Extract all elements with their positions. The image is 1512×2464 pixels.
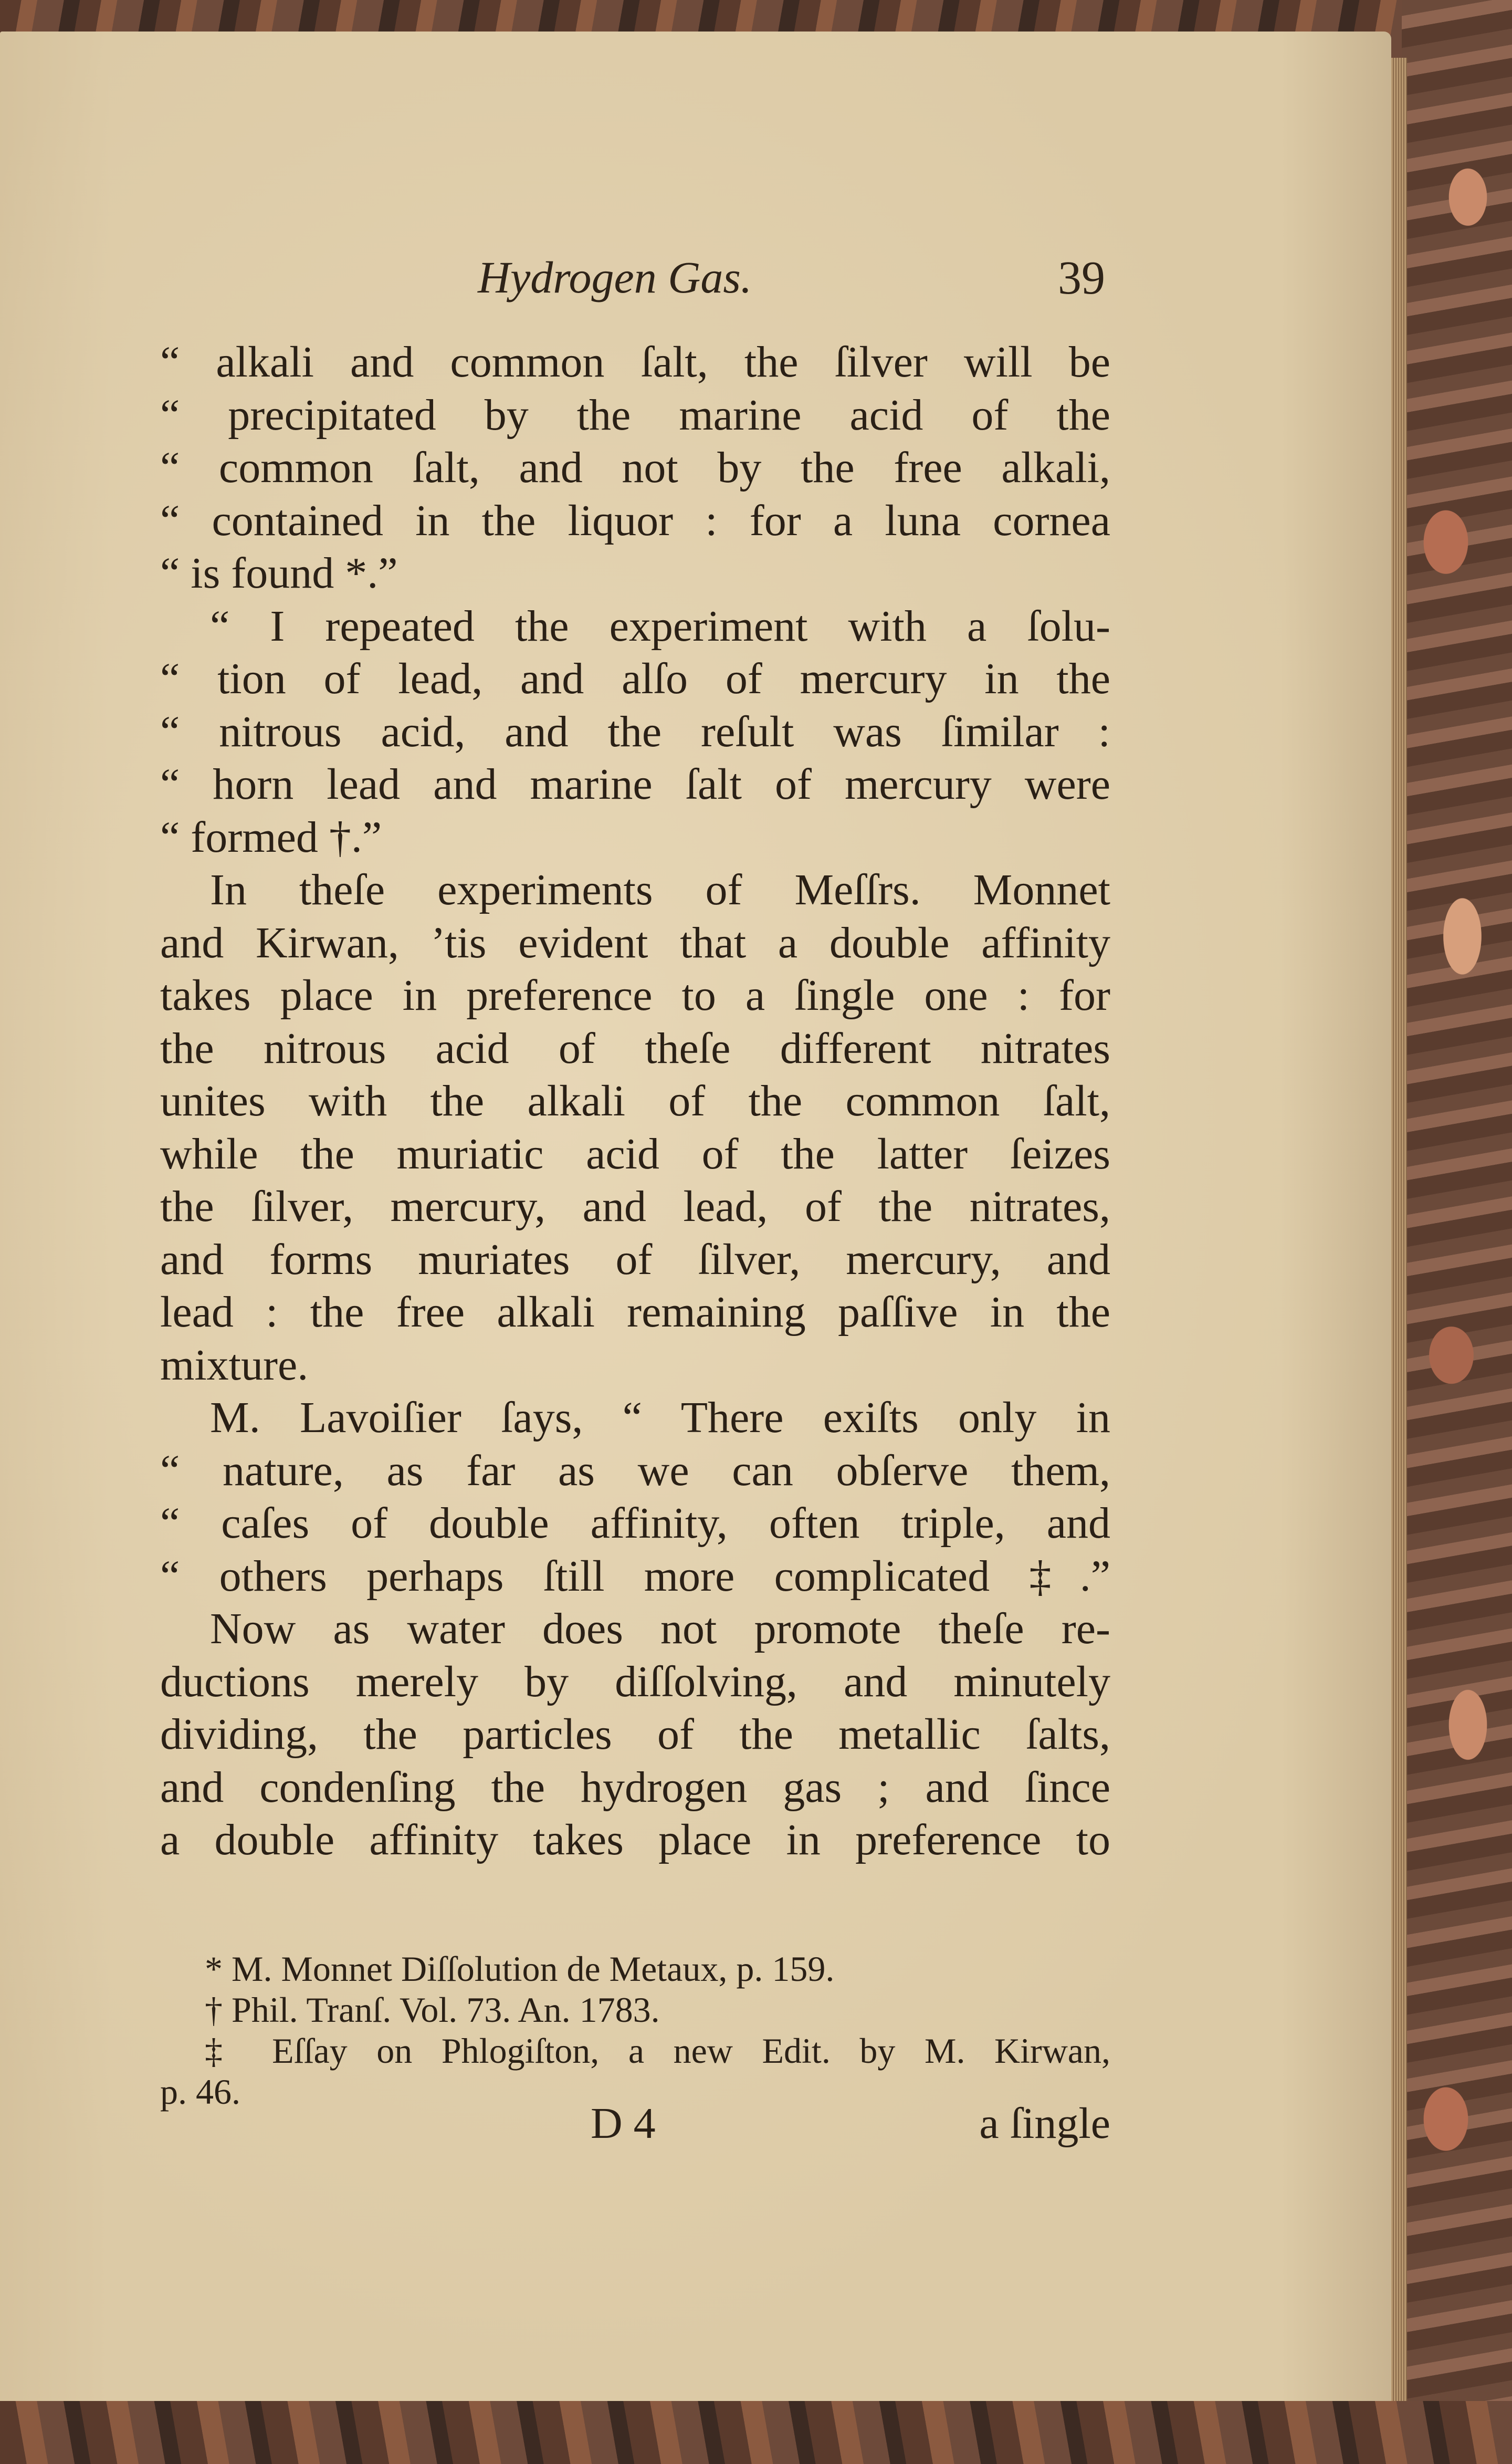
body-line: “ I repeated the experiment with a ſolu- [210, 601, 1110, 651]
body-line: “ tion of lead, and alſo of mercury in the [160, 654, 1110, 703]
body-line: “ contained in the liquor : for a luna cornea [160, 496, 1110, 545]
page-number: 39 [1058, 252, 1105, 304]
footnote-line: ‡ Eſſay on Phlogiſton, a new Edit. by M. Kirwan, [205, 2031, 1110, 2071]
body-line: while the muriatic acid of the latter ſeizes [160, 1129, 1110, 1178]
footnote-line: p. 46. [160, 2072, 240, 2112]
body-line: dividing, the particles of the metallic ſalts, [160, 1710, 1110, 1759]
body-line: lead : the free alkali remaining paſſive in the [160, 1288, 1110, 1337]
body-line: a double affinity takes place in preference to [160, 1815, 1110, 1864]
body-line: “ formed †.” [160, 812, 382, 862]
body-line: “ nitrous acid, and the reſult was ſimilar : [160, 707, 1110, 756]
body-line: the nitrous acid of theſe different nitrates [160, 1024, 1110, 1073]
footnote-line: * M. Monnet Diſſolution de Metaux, p. 159. [205, 1949, 835, 1989]
marbled-cover-edge [1402, 0, 1512, 2464]
body-line: mixture. [160, 1340, 309, 1390]
body-line: and forms muriates of ſilver, mercury, and [160, 1235, 1110, 1284]
body-line: M. Lavoiſier ſays, “ There exiſts only in [210, 1393, 1110, 1442]
body-line: takes place in preference to a ſingle one : for [160, 971, 1110, 1020]
body-text [160, 336, 1110, 1867]
body-line: ductions merely by diſſolving, and minutely [160, 1657, 1110, 1706]
running-head [478, 251, 1116, 309]
page-foot [160, 2098, 1110, 2156]
body-line: “ alkali and common ſalt, the ſilver will be [160, 338, 1110, 387]
body-line: unites with the alkali of the common ſalt, [160, 1077, 1110, 1125]
signature-mark: D 4 [591, 2099, 656, 2148]
body-line: the ſilver, mercury, and lead, of the nitrates, [160, 1182, 1110, 1231]
body-line: “ is found *.” [160, 549, 398, 598]
body-line: “ common ſalt, and not by the free alkali, [160, 443, 1110, 492]
footnotes [160, 1948, 1110, 2112]
body-line: “ caſes of double affinity, often triple, and [160, 1499, 1110, 1548]
body-line: “ horn lead and marine ſalt of mercury were [160, 760, 1110, 809]
footnote-line: † Phil. Tranſ. Vol. 73. An. 1783. [205, 1990, 660, 2030]
body-line: “ nature, as far as we can obſerve them, [160, 1446, 1110, 1495]
body-line: Now as water does not promote theſe re- [210, 1604, 1110, 1653]
running-head-title: Hydrogen Gas. [478, 252, 752, 302]
body-line: In theſe experiments of Meſſrs. Monnet [210, 865, 1110, 914]
body-line: “ precipitated by the marine acid of the [160, 390, 1110, 440]
catchword: a ſingle [979, 2099, 1110, 2148]
body-line: and Kirwan, ’tis evident that a double affinity [160, 918, 1110, 967]
body-line: “ others perhaps ſtill more complicated ‡.” [160, 1551, 1110, 1601]
marbled-bottom-edge [0, 2401, 1512, 2464]
body-line: and condenſing the hydrogen gas ; and ſince [160, 1762, 1110, 1812]
